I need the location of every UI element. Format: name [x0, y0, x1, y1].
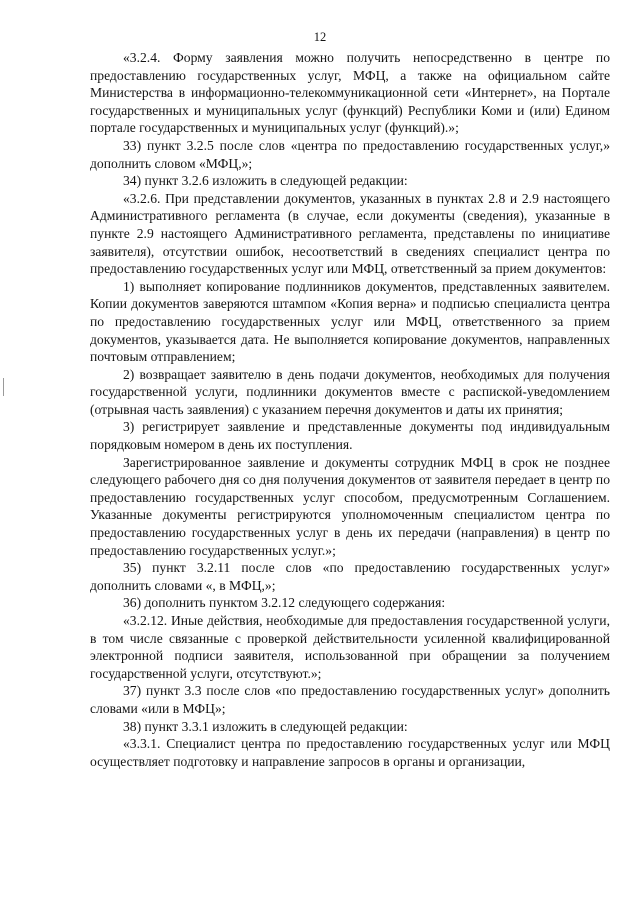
item-35: 35) пункт 3.2.11 после слов «по предоставлению государственных услуг» дополнить словами «, в МФЦ,»;: [90, 560, 610, 593]
registered-application-paragraph: Зарегистрированное заявление и документы сотрудник МФЦ в срок не позднее следующего рабочего дня со дня получения документов от заявителя передает в центр по предоставлению государственных услуг способом, предусмотренным Соглашением. Указанные документы регистрируются уполномоченным специалистом центра по предоставлению государственных услуг в день их передачи (направления) в центр по предоставлению государственных услуг.»;: [90, 454, 610, 558]
paragraph-3-2-6: «3.2.6. При представлении документов, указанных в пунктах 2.8 и 2.9 настоящего Административного регламента (в случае, если документы (сведения), указанные в пункте 2.9 настоящего Административного регламента, представлены по инициативе заявителя), отсутствии ошибок, несоответствий в сведениях специалист центра по предоставлению государственных услуг или МФЦ, ответственный за прием документов:: [90, 190, 610, 277]
item-36: 36) дополнить пунктом 3.2.12 следующего содержания:: [123, 595, 446, 611]
item-34: 34) пункт 3.2.6 изложить в следующей редакции:: [123, 173, 408, 189]
document-body: [90, 49, 610, 770]
item-37: 37) пункт 3.3 после слов «по предоставлению государственных услуг» дополнить словами «или в МФЦ»;: [90, 683, 610, 716]
scan-mark: [3, 378, 4, 396]
paragraph-3-2-12: «3.2.12. Иные действия, необходимые для предоставления государственной услуги, в том числе связанные с проверкой действительности усиленной квалифицированной электронной подписи заявителя, использованной при обращении за получением государственной услуги, отсутствуют.»;: [90, 613, 610, 681]
item-33: 33) пункт 3.2.5 после слов «центра по предоставлению государственных услуг,» дополнить словом «МФЦ,»;: [90, 137, 610, 171]
subitem-2: 2) возвращает заявителю в день подачи документов, необходимых для получения государственной услуги, подлинники документов вместе с распиской-уведомлением (отрывная часть заявления) с указанием перечня документов и даты их принятия;: [90, 366, 610, 417]
subitem-1: 1) выполняет копирование подлинников документов, представленных заявителем. Копии документов заверяются штампом «Копия верна» и подписью специалиста центра по предоставлению государственных услуг или МФЦ, ответственного за прием документов, указывается дата. Не выполняется копирование документов, направленных почтовым отправлением;: [90, 278, 610, 365]
paragraph-3-3-1: «3.3.1. Специалист центра по предоставлению государственных услуг или МФЦ осуществляет подготовку и направление запросов в органы и организации,: [90, 736, 610, 769]
paragraph-3-2-4: «3.2.4. Форму заявления можно получить непосредственно в центре по предоставлению государственных услуг, МФЦ, а также на официальном сайте Министерства в информационно-телекоммуникационной сети «Интернет», на Портале государственных и муниципальных услуг (функций) Республики Коми и (или) Едином портале государственных и муниципальных услуг (функций).»;: [90, 50, 610, 136]
page-number: 12: [313, 30, 327, 44]
item-38: 38) пункт 3.3.1 изложить в следующей редакции:: [123, 718, 408, 734]
subitem-3: 3) регистрирует заявление и представленные документы под индивидуальным порядковым номером в день их поступления.: [90, 419, 610, 453]
